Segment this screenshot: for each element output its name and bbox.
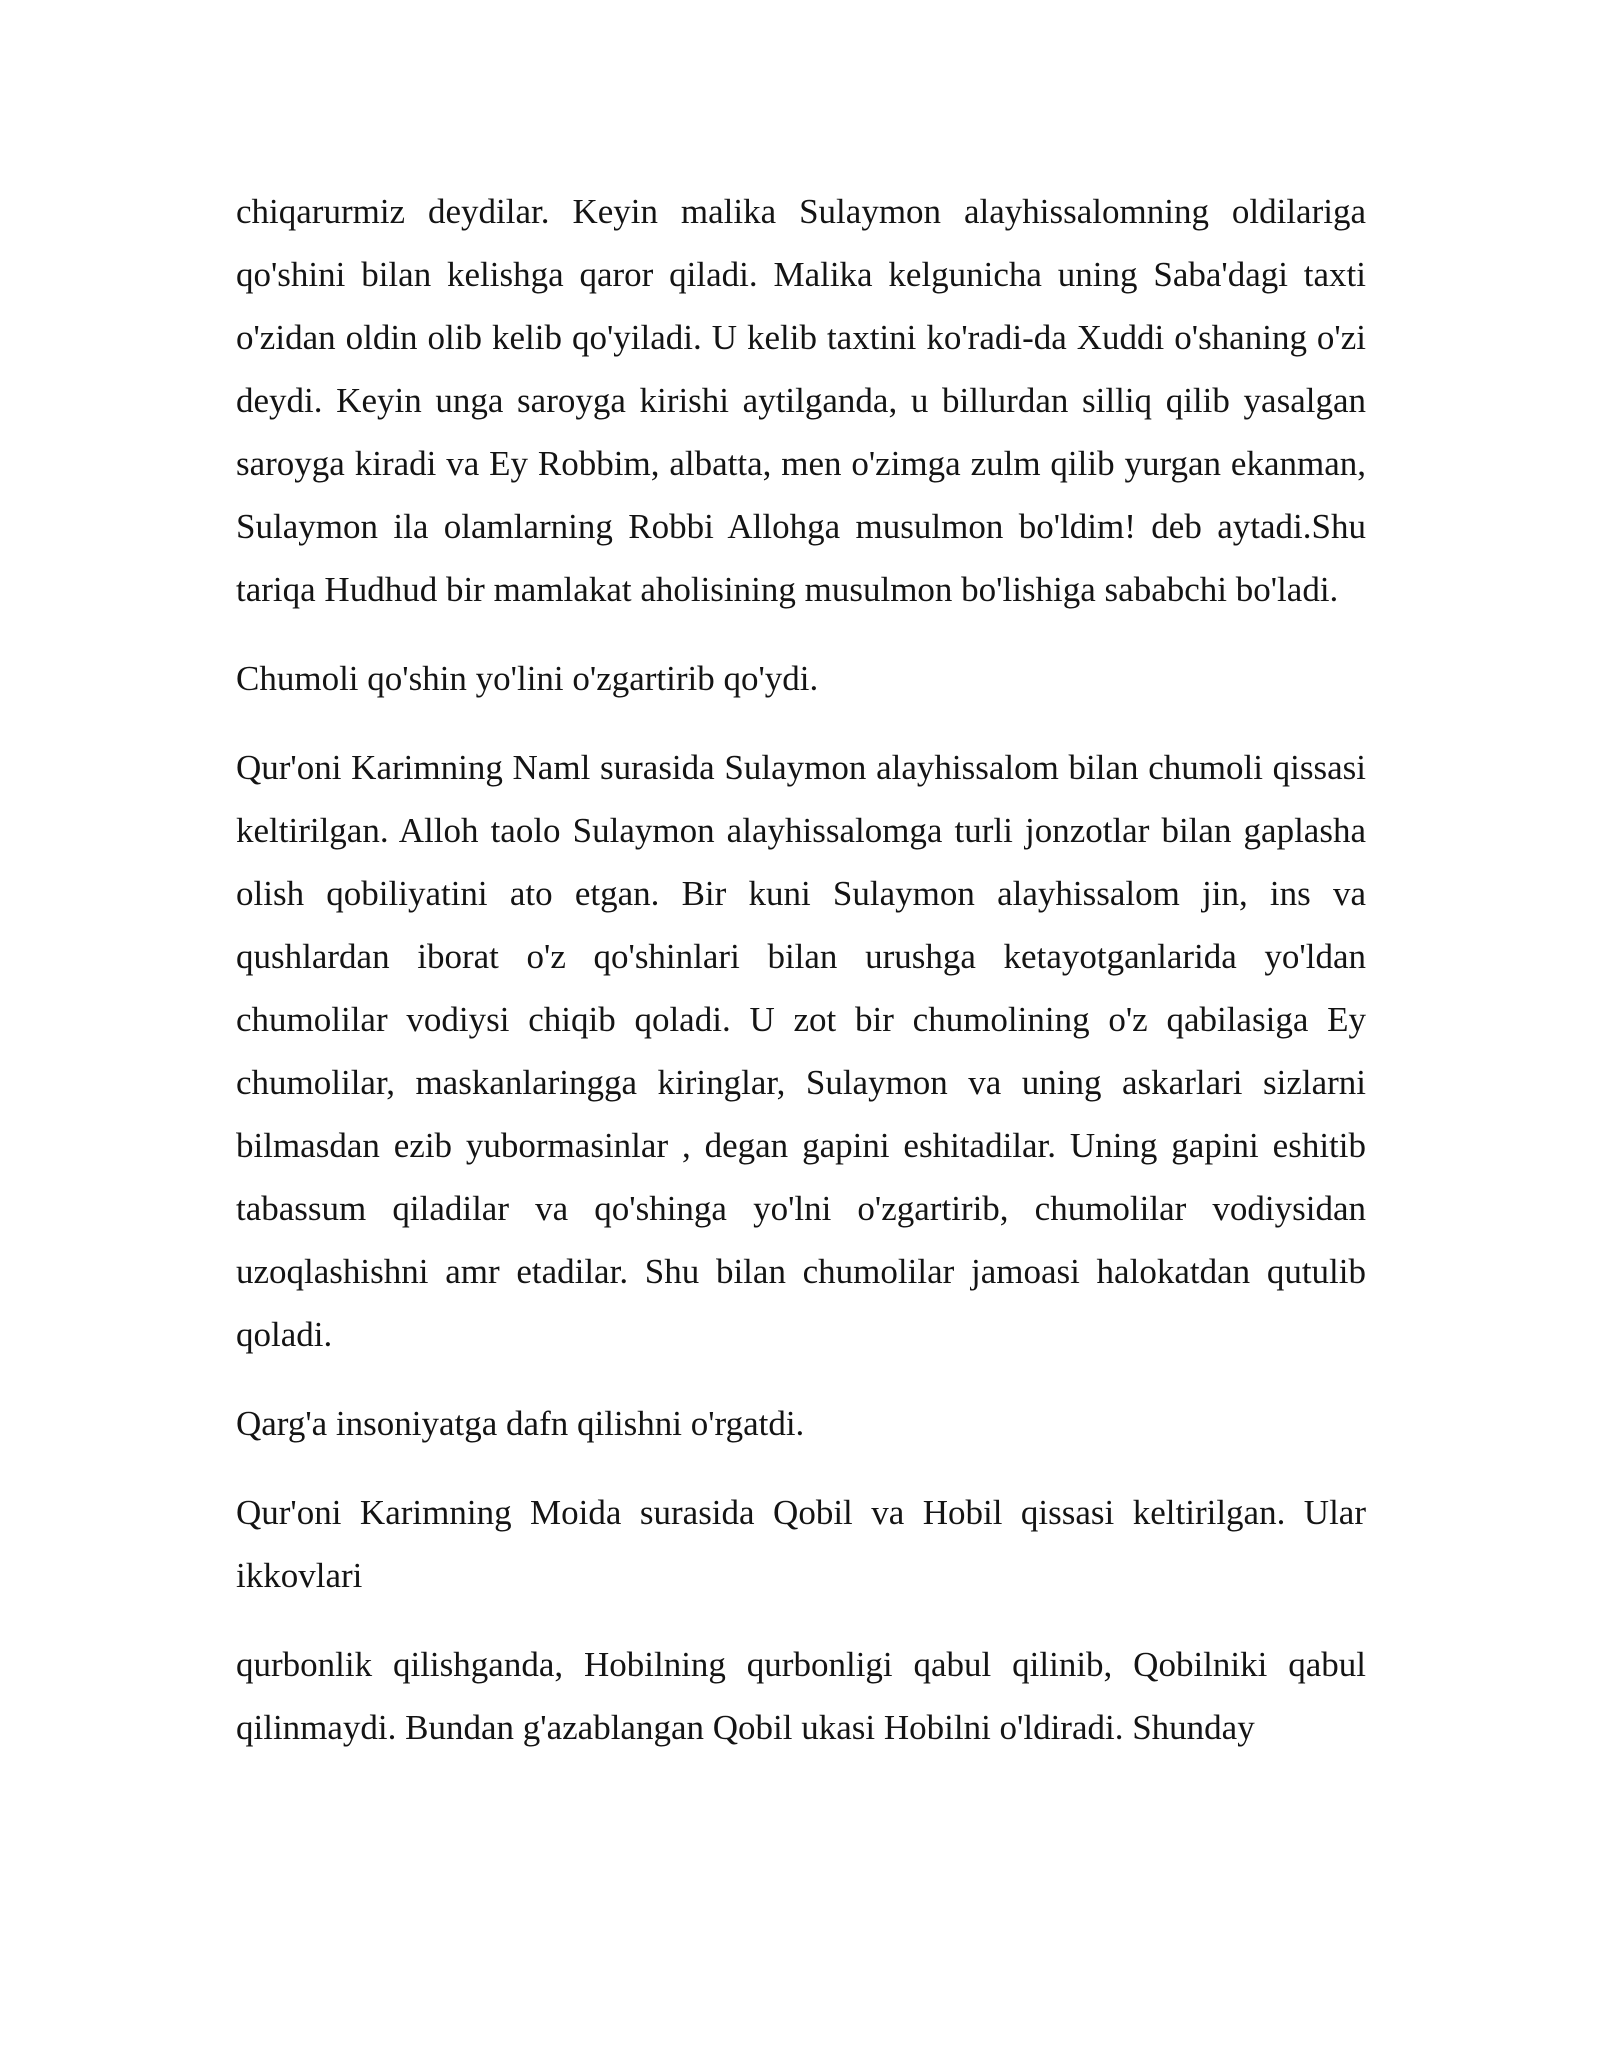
document-body	[236, 180, 1366, 1759]
paragraph-qobil-hobil-intro: Qur'oni Karimning Moida surasida Qobil va Hobil qissasi keltirilgan. Ular ikkovlari	[236, 1493, 1366, 1595]
paragraph-hudhud-story-end: chiqarurmiz deydilar. Keyin malika Sulaymon alayhissalomning oldilariga qo'shini bilan kelishga qaror qiladi. Malika kelgunicha uning Saba'dagi taxti o'zidan oldin olib kelib qo'yiladi. U kelib taxtini ko'radi-da Xuddi o'shaning o'zi deydi. Keyin unga saroyga kirishi aytilganda, u billurdan silliq qilib yasalgan saroyga kiradi va Ey Robbim, albatta, men o'zimga zulm qilib yurgan ekanman, Sulaymon ila olamlarning Robbi Allohga musulmon bo'ldim! deb aytadi.Shu tariqa Hudhud bir mamlakat aholisining musulmon bo'lishiga sababchi bo'ladi.	[236, 192, 1366, 609]
section-heading-ant: Chumoli qo'shin yo'lini o'zgartirib qo'ydi.	[236, 659, 819, 698]
paragraph-qobil-hobil-continued: qurbonlik qilishganda, Hobilning qurbonligi qabul qilinib, Qobilniki qabul qilinmaydi. Bundan g'azablangan Qobil ukasi Hobilni o'ldiradi. Shunday	[236, 1645, 1366, 1747]
paragraph-ant-story: Qur'oni Karimning Naml surasida Sulaymon alayhissalom bilan chumoli qissasi keltirilgan. Alloh taolo Sulaymon alayhissalomga turli jonzotlar bilan gaplasha olish qobiliyatini ato etgan. Bir kuni Sulaymon alayhissalom jin, ins va qushlardan iborat o'z qo'shinlari bilan urushga ketayotganlarida yo'ldan chumolilar vodiysi chiqib qoladi. U zot bir chumolining o'z qabilasiga Ey chumolilar, maskanlaringga kiringlar, Sulaymon va uning askarlari sizlarni bilmasdan ezib yubormasinlar , degan gapini eshitadilar. Uning gapini eshitib tabassum qiladilar va qo'shinga yo'lni o'zgartirib, chumolilar vodiysidan uzoqlashishni amr etadilar. Shu bilan chumolilar jamoasi halokatdan qutulib qoladi.	[236, 748, 1366, 1354]
section-heading-crow: Qarg'a insoniyatga dafn qilishni o'rgatdi.	[236, 1404, 805, 1443]
